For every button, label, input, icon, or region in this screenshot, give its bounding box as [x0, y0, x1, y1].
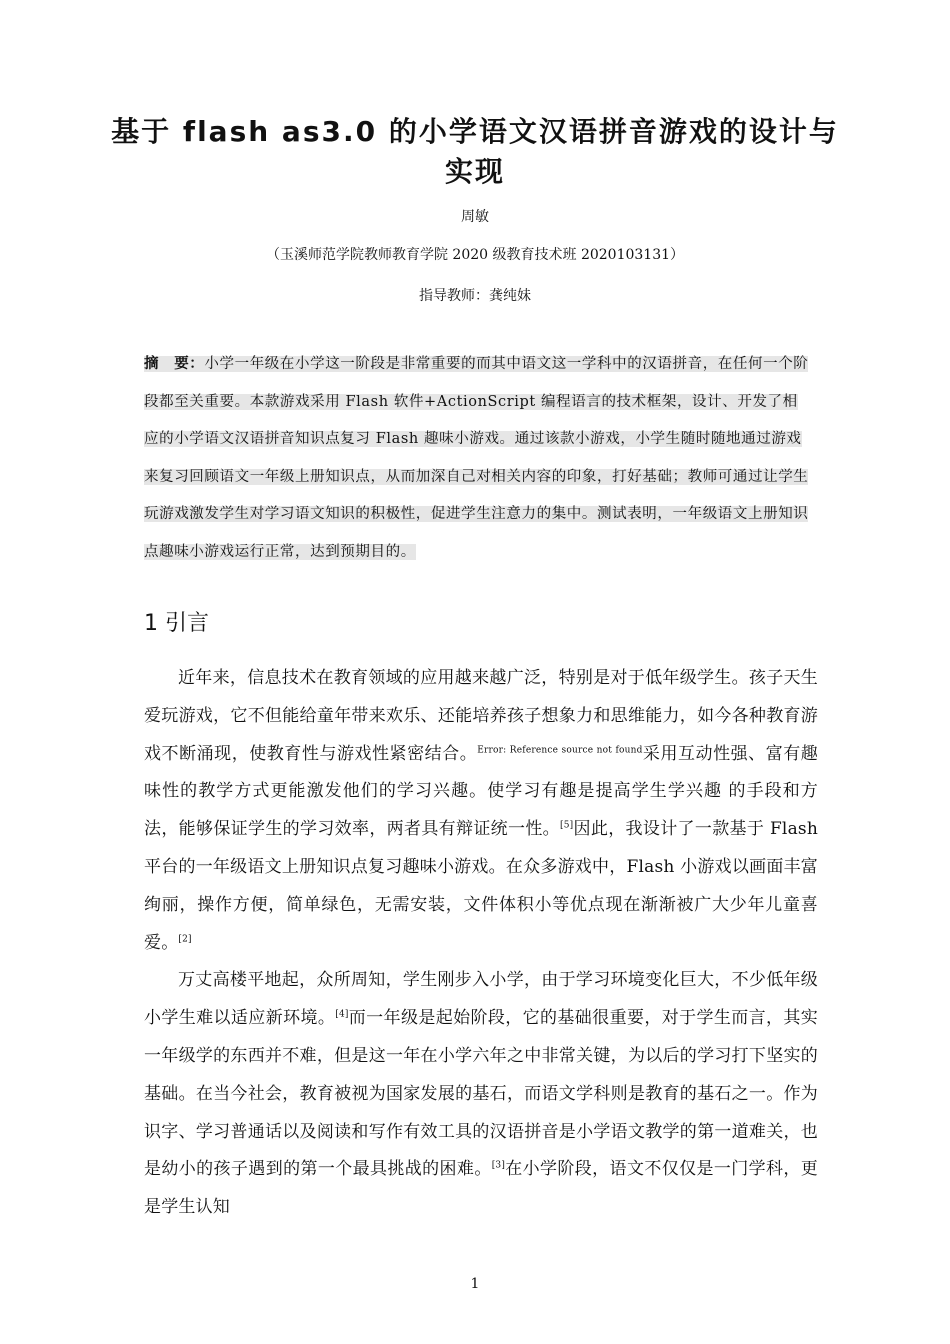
- abstract-label: 摘 要：: [144, 355, 205, 372]
- page-number: 1: [470, 1276, 480, 1292]
- paragraph-2-sentence-1: 万丈高楼平地起，众所周知，学生刚步入小学，由于学习环境变化巨大，不少低年级小学生难以适应新环境。: [144, 970, 818, 1029]
- abstract: [144, 345, 810, 571]
- paragraph-2: [144, 962, 818, 1227]
- citation-marker: [2]: [178, 933, 192, 944]
- paragraph-1: [144, 660, 818, 962]
- paragraph-2-sentence-2: 而一年级是起始阶段，它的基础很重要，对于学生而言，其实一年级学的东西并不难，但是这一年在小学六年之中非常关键，为以后的学习打下坚实的基础。在当今社会，教育被视为国家发展的基石，而语文学科则是教育的基石之一。作为识字、学习普通话以及阅读和写作有效工具的汉语拼音是小学语文教学的第一道难关，也是幼小的孩子遇到的第一个最具挑战的困难。: [144, 1008, 819, 1180]
- advisor-name: 指导教师：龚纯妹: [419, 288, 531, 304]
- paragraph-2-sentence-3: 在小学阶段，语文不仅仅是一门学科，更是学生认知: [144, 1159, 818, 1218]
- reference-error-note: Error: Reference source not found: [477, 744, 643, 755]
- citation-marker: [3]: [491, 1160, 506, 1171]
- citation-marker: [4]: [335, 1009, 349, 1020]
- abstract-highlight: [144, 356, 808, 560]
- paragraph-1-sentence-1: 近年来，信息技术在教育领域的应用越来越广泛，特别是对于低年级学生。孩子天生爱玩游戏，它不但能给童年带来欢乐、还能培养孩子想象力和思维能力，如今各种教育游戏不断涌现，使教育性与游戏性紧密结合。: [144, 668, 818, 764]
- abstract-text: 小学一年级在小学这一阶段是非常重要的而其中语文这一学科中的汉语拼音，在任何一个阶段都至关重要。本款游戏采用 Flash 软件+ActionScript 编程语言的技术框架，设计、开发了相应的小学语文汉语拼音知识点复习 Flash 趣味小游戏。通过该款小游戏，小学生随时随地通过游戏来复习回顾语文一年级上册知识点，从而加深自己对相关内容的印象，打好基础；教师可通过让学生玩游戏激发学生对学习语文知识的积极性，促进学生注意力的集中。测试表明，一年级语文上册知识点趣味小游戏运行正常，达到预期目的。: [144, 356, 809, 560]
- author-name: 周敏: [461, 209, 489, 225]
- body-text: [144, 660, 818, 1227]
- paper-title: 基于 flash as3.0 的小学语文汉语拼音游戏的设计与实现: [111, 115, 839, 188]
- author-affiliation: （玉溪师范学院教师教育学院 2020 级教育技术班 2020103131）: [265, 247, 685, 263]
- paragraph-1-sentence-3: 因此，我设计了一款基于 Flash 平台的一年级语文上册知识点复习趣味小游戏。在众多游戏中，Flash 小游戏以画面丰富绚丽，操作方便，简单绿色，无需安装，文件体积小等优点现在渐渐被广大少年儿童喜爱。: [144, 819, 818, 953]
- citation-marker: [5]: [560, 820, 574, 831]
- section-heading-introduction: 1 引言: [144, 611, 209, 636]
- paragraph-1-sentence-2: 采用互动性强、富有趣味性的教学方式更能激发他们的学习兴趣。使学习有趣是提高学生学兴趣 的手段和方法，能够保证学生的学习效率，两者具有辩证统一性。: [144, 743, 818, 840]
